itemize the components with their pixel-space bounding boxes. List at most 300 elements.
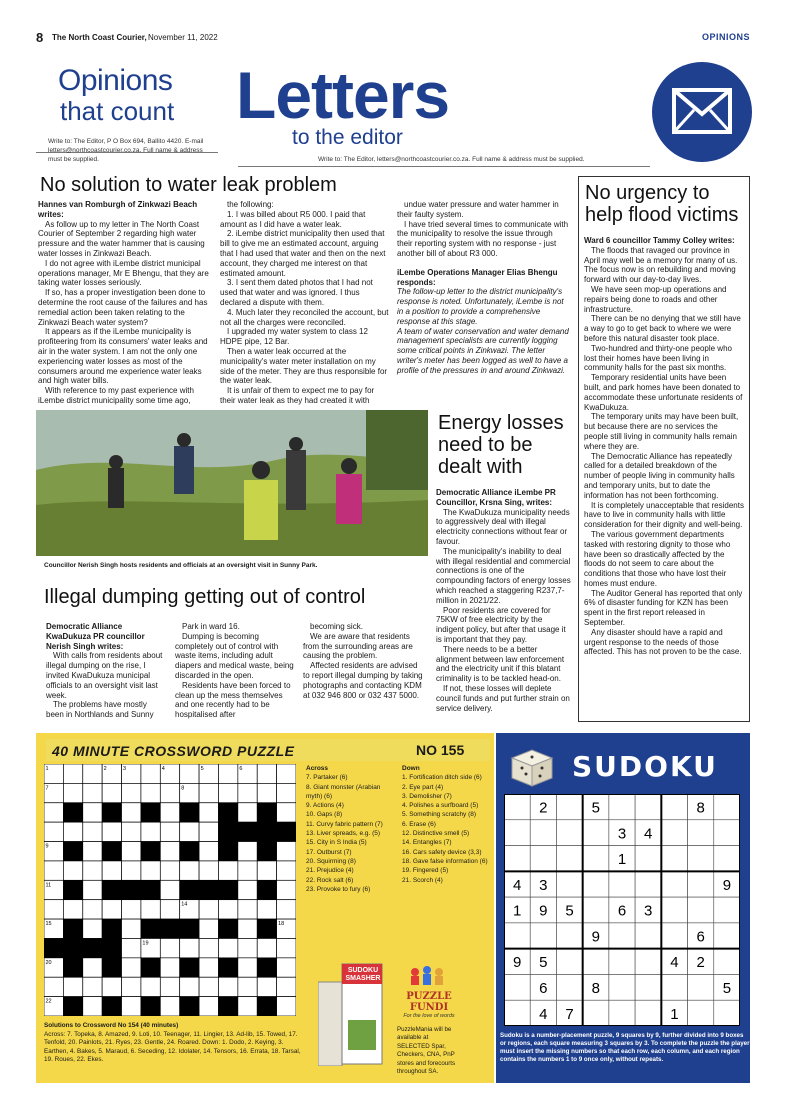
sudoku-given: 1 bbox=[617, 851, 627, 869]
crossword-black-cell bbox=[63, 803, 82, 822]
paragraph: If not, these losses will deplete council funds and put further strain on service delivery. bbox=[436, 683, 570, 713]
paragraph bbox=[397, 259, 569, 268]
sudoku-given: 9 bbox=[539, 902, 548, 920]
crossword-cell[interactable] bbox=[141, 977, 160, 996]
crossword-cell[interactable] bbox=[83, 997, 102, 1016]
sudoku-given: 4 bbox=[644, 825, 653, 843]
sudoku-given: 3 bbox=[539, 876, 548, 894]
crossword-black-cell bbox=[102, 958, 121, 977]
sudoku-cell[interactable] bbox=[635, 846, 661, 872]
clue-down: 19. Fingered (5) bbox=[402, 867, 449, 875]
clue-across: 17. Outburst (7) bbox=[306, 848, 352, 856]
clue-across: 15. City in S India (5) bbox=[306, 839, 367, 847]
crossword-cell[interactable] bbox=[83, 900, 102, 919]
crossword-title-text: 40 MINUTE CROSSWORD PUZZLE bbox=[52, 743, 295, 759]
sudoku-cell[interactable] bbox=[530, 846, 556, 872]
crossword-cell[interactable] bbox=[277, 880, 296, 899]
crossword-cell[interactable] bbox=[238, 938, 257, 957]
paragraph: I upgraded my water system to class 12 HDPE pipe, 12 Bar. bbox=[220, 327, 368, 347]
crossword-black-cell bbox=[141, 880, 160, 899]
sudoku-cell[interactable] bbox=[583, 846, 609, 872]
sudoku-cell[interactable] bbox=[635, 949, 661, 975]
crossword-cell[interactable] bbox=[44, 822, 63, 841]
clue-down: 21. Scorch (4) bbox=[402, 876, 443, 884]
clue-across: 21. Prejudice (4) bbox=[306, 867, 354, 875]
crossword-cell[interactable] bbox=[160, 977, 179, 996]
paragraph: We have seen mop-up operations and repairs being done to roads and other infrastructure. bbox=[584, 284, 727, 314]
sudoku-cell[interactable] bbox=[635, 974, 661, 1000]
paragraph: Dumping is becoming completely out of control with waste items, including adult diapers and medical waste, being discarded in the open. bbox=[175, 631, 294, 680]
crossword-black-cell bbox=[180, 958, 199, 977]
crossword-black-cell bbox=[180, 803, 199, 822]
clue-number: 14 bbox=[181, 901, 188, 908]
crossword-black-cell bbox=[218, 842, 237, 861]
clue-number: 13 bbox=[200, 882, 207, 889]
sudoku-cell[interactable] bbox=[583, 949, 609, 975]
crossword-cell[interactable] bbox=[277, 783, 296, 802]
sudoku-given: 3 bbox=[617, 825, 627, 843]
crossword-cell[interactable] bbox=[122, 958, 141, 977]
crossword-cell[interactable] bbox=[160, 958, 179, 977]
paragraph: If so, has a proper investigation been done to determine the root cause of the failures and has remedial action been taken relating to the Zinkwazi Beach water system? bbox=[38, 288, 208, 327]
crossword-cell[interactable] bbox=[218, 977, 237, 996]
clue-number: 19 bbox=[142, 940, 149, 947]
crossword-cell[interactable] bbox=[122, 861, 141, 880]
sudoku-cell[interactable] bbox=[661, 923, 687, 949]
solutions-title: Solutions to Crossword No 154 (40 minutes) bbox=[44, 1022, 179, 1029]
clue-down: 14. Entangles (7) bbox=[402, 839, 452, 847]
crossword-black-cell bbox=[83, 938, 102, 957]
crossword-cell[interactable] bbox=[83, 783, 102, 802]
paragraph: Poor residents are covered for 75KW of free electricity by the indigent policy, but after that usage it is important that they pay. bbox=[436, 605, 566, 644]
crossword-cell[interactable] bbox=[160, 900, 179, 919]
crossword-cell[interactable] bbox=[122, 783, 141, 802]
sudoku-smasher-title: SUDOKU SMASHER bbox=[345, 967, 381, 982]
crossword-black-cell bbox=[141, 803, 160, 822]
crossword-cell[interactable] bbox=[122, 997, 141, 1016]
clue-number: 11 bbox=[45, 882, 52, 889]
crossword-cell[interactable] bbox=[44, 861, 63, 880]
sudoku-grid[interactable] bbox=[504, 794, 740, 1026]
crossword-cell[interactable] bbox=[44, 803, 63, 822]
crossword-black-cell bbox=[102, 803, 121, 822]
crossword-cell[interactable] bbox=[63, 764, 82, 783]
clue-across: 20. Squirming (8) bbox=[306, 857, 356, 865]
crossword-cell[interactable] bbox=[122, 938, 141, 957]
article-column bbox=[46, 622, 166, 720]
sudoku-cell[interactable] bbox=[688, 974, 714, 1000]
opinions-title: Opinions bbox=[58, 64, 173, 97]
clue-number: 7 bbox=[45, 785, 49, 792]
crossword-cell[interactable] bbox=[83, 977, 102, 996]
sudoku-cell[interactable] bbox=[661, 820, 687, 846]
crossword-cell[interactable] bbox=[238, 803, 257, 822]
crossword-black-cell bbox=[141, 958, 160, 977]
crossword-cell[interactable] bbox=[199, 977, 218, 996]
crossword-cell[interactable] bbox=[160, 842, 179, 861]
crossword-cell[interactable] bbox=[83, 958, 102, 977]
sudoku-cell[interactable] bbox=[504, 820, 530, 846]
crossword-black-cell bbox=[63, 997, 82, 1016]
sudoku-given: 5 bbox=[722, 980, 732, 998]
crossword-cell[interactable] bbox=[257, 783, 276, 802]
sudoku-cell[interactable] bbox=[556, 871, 582, 897]
crossword-cell[interactable] bbox=[160, 880, 179, 899]
sudoku-cell[interactable] bbox=[609, 1000, 635, 1026]
crossword-cell[interactable] bbox=[238, 977, 257, 996]
crossword-cell[interactable] bbox=[238, 880, 257, 899]
crossword-number: NO 155 bbox=[416, 742, 465, 758]
crossword-cell[interactable] bbox=[160, 997, 179, 1016]
sudoku-cell[interactable] bbox=[556, 794, 582, 820]
crossword-cell[interactable] bbox=[180, 938, 199, 957]
clue-down: 1. Fortification ditch side (6) bbox=[402, 774, 482, 782]
issue-date: November 11, 2022 bbox=[148, 33, 218, 42]
puzzlemania-note: PuzzleMania will be available at SELECTED Spar, Checkers, CNA, PnP stores and forecourts throughout SA. bbox=[397, 1026, 456, 1076]
article-column bbox=[436, 488, 572, 713]
crossword-cell[interactable] bbox=[160, 783, 179, 802]
crossword-cell[interactable] bbox=[238, 997, 257, 1016]
page-number: 8 bbox=[36, 30, 44, 45]
crossword-black-cell bbox=[218, 880, 237, 899]
sudoku-cell[interactable] bbox=[609, 923, 635, 949]
sudoku-cell[interactable] bbox=[661, 897, 687, 923]
crossword-black-cell bbox=[102, 919, 121, 938]
crossword-cell[interactable] bbox=[277, 842, 296, 861]
sudoku-cell[interactable] bbox=[504, 1000, 530, 1026]
sudoku-cell[interactable] bbox=[556, 974, 582, 1000]
clue-down: 3. Demolisher (7) bbox=[402, 792, 452, 800]
paragraph: The Democratic Alliance has repeatedly called for a detailed breakdown of the number of people living in community halls and temporary units, but to date the information has not been forthcoming. bbox=[584, 451, 735, 500]
paragraph: The floods that ravaged our province in April may well be a memory for many of us. The focus now is on rebuilding and moving forward with our day-to-day lives. bbox=[584, 245, 738, 285]
article-headline: No solution to water leak problem bbox=[40, 174, 337, 196]
crossword-black-cell bbox=[63, 938, 82, 957]
crossword-cell[interactable] bbox=[141, 822, 160, 841]
sudoku-cell[interactable] bbox=[661, 846, 687, 872]
sudoku-cell[interactable] bbox=[714, 923, 740, 949]
paragraph: The KwaDukuza municipality needs to aggressively deal with illegal electricity connections without fear or favour. bbox=[436, 507, 570, 546]
sudoku-cell[interactable] bbox=[504, 923, 530, 949]
crossword-cell[interactable] bbox=[238, 900, 257, 919]
crossword-cell[interactable] bbox=[102, 822, 121, 841]
sudoku-cell[interactable] bbox=[661, 794, 687, 820]
sudoku-cell[interactable] bbox=[583, 820, 609, 846]
crossword-cell[interactable] bbox=[83, 822, 102, 841]
sudoku-given: 4 bbox=[670, 954, 679, 972]
sudoku-cell[interactable] bbox=[609, 974, 635, 1000]
clue-across: 23. Provoke to fury (6) bbox=[306, 885, 371, 893]
crossword-solutions bbox=[44, 1022, 304, 1065]
crossword-black-cell bbox=[218, 803, 237, 822]
crossword-cell[interactable] bbox=[199, 783, 218, 802]
crossword-cell[interactable] bbox=[238, 958, 257, 977]
sudoku-cell[interactable] bbox=[583, 871, 609, 897]
crossword-cell[interactable] bbox=[141, 764, 160, 783]
paragraph: It appears as if the iLembe municipality is profiteering from its consumers' water leaks and air in the water system. I am not the only one experiencing water losses as most of the consumers around me experience water leaks and high water bills. bbox=[38, 327, 208, 386]
clue-number: 15 bbox=[45, 921, 52, 928]
paragraph: Temporary residential units have been built, and park homes have been donated to accommodate these unfortunate residents of KwaDukuza. bbox=[584, 373, 743, 412]
sudoku-cell[interactable] bbox=[530, 923, 556, 949]
clue-across: 10. Gaps (8) bbox=[306, 811, 343, 819]
clue-number: 16 bbox=[64, 921, 72, 928]
sudoku-given: 5 bbox=[591, 799, 600, 817]
sudoku-given: 1 bbox=[512, 902, 522, 920]
sudoku-cell[interactable] bbox=[688, 871, 714, 897]
crossword-cell[interactable] bbox=[257, 900, 276, 919]
sudoku-cell[interactable] bbox=[583, 897, 609, 923]
crossword-cell[interactable] bbox=[102, 977, 121, 996]
sudoku-cell[interactable] bbox=[635, 871, 661, 897]
paragraph: 4. Much later they reconciled the account, but not all the charges were reconciled. bbox=[220, 307, 389, 327]
crossword-cell[interactable] bbox=[277, 900, 296, 919]
crossword-black-cell bbox=[218, 997, 237, 1016]
sudoku-cell[interactable] bbox=[556, 846, 582, 872]
crossword-cell[interactable] bbox=[199, 958, 218, 977]
paragraph: Then a water leak occurred at the municipality's water meter installation on my side of the meter. They are thus responsible for the water leak. bbox=[220, 346, 388, 386]
crossword-cell[interactable] bbox=[199, 938, 218, 957]
crossword-cell[interactable] bbox=[122, 919, 141, 938]
sudoku-cell[interactable] bbox=[635, 923, 661, 949]
paragraph: the following: bbox=[227, 200, 274, 209]
sudoku-cell[interactable] bbox=[609, 949, 635, 975]
byline: iLembe Operations Manager Elias Bhengu responds: bbox=[397, 267, 558, 287]
sudoku-cell[interactable] bbox=[688, 1000, 714, 1026]
puzzle-fundi-logo bbox=[398, 964, 460, 1030]
sudoku-cell[interactable] bbox=[714, 897, 740, 923]
crossword-cell[interactable] bbox=[160, 822, 179, 841]
clue-number: 21 bbox=[219, 959, 227, 966]
dice-icon bbox=[504, 744, 560, 788]
sudoku-cell[interactable] bbox=[714, 1000, 740, 1026]
crossword-cell[interactable] bbox=[122, 822, 141, 841]
solutions-text: Across: 7. Topeka, 8. Amazed, 9. Loti, 10. Teenager, 11. Lingier, 13. Ad-lib, 15. Towed, 17. Tenfold, 20. Painlots, 21. Ryes, 23. Gentle, 24. Roared. Down: 1. Dodo, 2. Keying, 3. Earthen, 4. Bakes, 5. Maraud, 6. Seceding, 12. Idolater, 14. Tensors, 16. Errata, 18. Tarsal, 19. Roues, 22. Ekes. bbox=[44, 1030, 301, 1064]
crossword-cell[interactable] bbox=[122, 900, 141, 919]
crossword-cell[interactable] bbox=[83, 764, 102, 783]
crossword-cell[interactable] bbox=[218, 938, 237, 957]
sudoku-given: 6 bbox=[539, 980, 548, 998]
sudoku-cell[interactable] bbox=[583, 1000, 609, 1026]
crossword-cell[interactable] bbox=[277, 861, 296, 880]
sudoku-cell[interactable] bbox=[556, 923, 582, 949]
clue-across: 11. Curvy fabric pattern (7) bbox=[306, 820, 383, 828]
crossword-cell[interactable] bbox=[102, 783, 121, 802]
crossword-cell[interactable] bbox=[199, 803, 218, 822]
sudoku-cell[interactable] bbox=[504, 794, 530, 820]
crossword-cell[interactable] bbox=[218, 783, 237, 802]
sudoku-given: 7 bbox=[565, 1005, 574, 1023]
sudoku-cell[interactable] bbox=[609, 871, 635, 897]
clue-across: 9. Actions (4) bbox=[306, 802, 344, 810]
crossword-cell[interactable] bbox=[199, 997, 218, 1016]
crossword-cell[interactable] bbox=[180, 764, 199, 783]
crossword-cell[interactable] bbox=[238, 919, 257, 938]
crossword-cell[interactable] bbox=[238, 842, 257, 861]
clue-across: 8. Giant monster (Arabian myth) (6) bbox=[306, 783, 381, 800]
crossword-cell[interactable] bbox=[63, 783, 82, 802]
crossword-cell[interactable] bbox=[83, 803, 102, 822]
crossword-cell[interactable] bbox=[199, 919, 218, 938]
crossword-cell[interactable] bbox=[277, 958, 296, 977]
crossword-cell[interactable] bbox=[160, 938, 179, 957]
sudoku-cell[interactable] bbox=[688, 846, 714, 872]
crossword-black-cell bbox=[180, 919, 199, 938]
paragraph: The follow-up letter to the district municipality's response is noted. Unfortunately, iLembe is not in a position to provide a comprehensive response at this stage. bbox=[397, 287, 564, 326]
clue-number: 1 bbox=[45, 766, 49, 772]
crossword-black-cell bbox=[180, 842, 199, 861]
paragraph: It is completely unacceptable that residents have to live in community halls with little consideration for their dignity and well-being. bbox=[584, 500, 744, 530]
sudoku-given: 4 bbox=[512, 876, 522, 894]
article-column bbox=[397, 200, 569, 376]
crossword-cell[interactable] bbox=[180, 977, 199, 996]
crossword-cell[interactable] bbox=[180, 822, 199, 841]
crossword-cell[interactable] bbox=[160, 803, 179, 822]
crossword-cell[interactable] bbox=[160, 861, 179, 880]
article-column bbox=[38, 200, 212, 406]
clue-across: 13. Liver spreads, e.g. (5) bbox=[306, 830, 381, 838]
clue-number: 6 bbox=[239, 766, 243, 772]
crossword-black-cell bbox=[63, 958, 82, 977]
crossword-cell[interactable] bbox=[122, 803, 141, 822]
crossword-cell[interactable] bbox=[63, 977, 82, 996]
crossword-cell[interactable] bbox=[218, 861, 237, 880]
clue-number: 9 bbox=[45, 843, 49, 850]
sudoku-given: 5 bbox=[565, 902, 574, 920]
crossword-black-cell bbox=[218, 919, 237, 938]
crossword-cell[interactable] bbox=[63, 822, 82, 841]
letters-subtitle: to the editor bbox=[292, 126, 403, 149]
sudoku-cell[interactable] bbox=[609, 794, 635, 820]
crossword-cell[interactable] bbox=[277, 977, 296, 996]
sidebar-headline: No urgency to help flood victims bbox=[585, 182, 739, 226]
crossword-cell[interactable] bbox=[257, 764, 276, 783]
crossword-cell[interactable] bbox=[218, 900, 237, 919]
crossword-cell[interactable] bbox=[122, 842, 141, 861]
crossword-cell[interactable] bbox=[277, 764, 296, 783]
sudoku-given: 2 bbox=[696, 954, 705, 972]
crossword-cell[interactable] bbox=[238, 861, 257, 880]
crossword-cell[interactable] bbox=[122, 977, 141, 996]
sudoku-cell[interactable] bbox=[714, 820, 740, 846]
crossword-cell[interactable] bbox=[83, 880, 102, 899]
crossword-cell[interactable] bbox=[180, 861, 199, 880]
crossword-cell[interactable] bbox=[102, 861, 121, 880]
letters-contact-note: Write to: The Editor, letters@northcoastcourier.co.za. Full name & address must be supplied. bbox=[318, 156, 585, 163]
crossword-black-cell bbox=[63, 880, 82, 899]
sudoku-cell[interactable] bbox=[688, 897, 714, 923]
clue-down: 12. Distinctive smell (5) bbox=[402, 830, 470, 838]
clue-number: 23 bbox=[181, 998, 188, 1005]
sudoku-given: 8 bbox=[696, 799, 705, 817]
crossword-cell[interactable] bbox=[218, 764, 237, 783]
article-column bbox=[303, 622, 425, 700]
clue-across: 7. Partaker (6) bbox=[306, 774, 348, 782]
letters-title: Letters bbox=[236, 58, 450, 132]
sudoku-cell[interactable] bbox=[714, 949, 740, 975]
paragraph: With reference to my past experience with iLembe district municipality some time ago, bbox=[38, 386, 194, 405]
crossword-cell[interactable] bbox=[277, 997, 296, 1016]
clue-number: 3 bbox=[123, 766, 127, 772]
crossword-grid[interactable] bbox=[44, 764, 296, 1016]
article-column bbox=[175, 622, 295, 720]
down-heading: Down bbox=[402, 765, 420, 772]
paragraph: The problems have mostly been in Northlands and Sunny bbox=[46, 700, 154, 720]
paragraph: We are aware that residents from the surrounding areas are causing the problem. bbox=[303, 631, 413, 661]
across-heading: Across bbox=[306, 765, 329, 772]
opinions-contact-note: Write to: The Editor, P O Box 694, Ballito 4420. E-mail letters@northcoastcourier.co.za. Full name & address must be supplied. bbox=[48, 138, 204, 163]
paragraph: 1. I was billed about R5 000. I paid that amount as I did have a water leak. bbox=[220, 209, 366, 229]
sudoku-given: 6 bbox=[617, 902, 627, 920]
crossword-cell[interactable] bbox=[199, 822, 218, 841]
sudoku-given: 1 bbox=[670, 1005, 679, 1023]
paragraph: There needs to be a better alignment between law enforcement and the electricity unit if this blatant criminality is to be tackled head-on. bbox=[436, 644, 565, 684]
clue-number: 20 bbox=[45, 959, 52, 966]
puzzle-fundi-title: PUZZLE FUNDI bbox=[406, 991, 452, 1013]
crossword-cell[interactable] bbox=[102, 900, 121, 919]
sudoku-cell[interactable] bbox=[714, 846, 740, 872]
paragraph: Park in ward 16. bbox=[182, 622, 240, 631]
sudoku-cell[interactable] bbox=[635, 1000, 661, 1026]
crossword-cell[interactable] bbox=[257, 977, 276, 996]
clue-down: 4. Polishes a surfboard (5) bbox=[402, 802, 479, 810]
crossword-cell[interactable] bbox=[83, 842, 102, 861]
crossword-cell[interactable] bbox=[257, 938, 276, 957]
sudoku-cell[interactable] bbox=[504, 846, 530, 872]
crossword-cell[interactable] bbox=[141, 861, 160, 880]
crossword-cell[interactable] bbox=[141, 783, 160, 802]
article-headline: Illegal dumping getting out of control bbox=[44, 586, 366, 608]
paragraph: It is unfair of them to expect me to pay for their water leak as they had created it with bbox=[220, 386, 375, 405]
sudoku-cell[interactable] bbox=[688, 820, 714, 846]
paragraph: As follow up to my letter in The North Coast Courier of September 2 regarding high water pressure and the water hammer that is causing water losses in Zinkwazi Beach. bbox=[38, 219, 205, 258]
crossword-cell[interactable] bbox=[238, 783, 257, 802]
crossword-cell[interactable] bbox=[199, 842, 218, 861]
crossword-cell[interactable] bbox=[83, 919, 102, 938]
sudoku-cell[interactable] bbox=[556, 949, 582, 975]
crossword-black-cell bbox=[238, 822, 257, 841]
crossword-black-cell bbox=[257, 822, 276, 841]
byline: Democratic Alliance iLembe PR Councillor, Krsna Sing, writes: bbox=[436, 488, 556, 507]
sudoku-cell[interactable] bbox=[530, 820, 556, 846]
crossword-cell[interactable] bbox=[63, 861, 82, 880]
crossword-cell[interactable] bbox=[199, 861, 218, 880]
sudoku-cell[interactable] bbox=[504, 974, 530, 1000]
crossword-cell[interactable] bbox=[141, 900, 160, 919]
sudoku-cell[interactable] bbox=[556, 820, 582, 846]
crossword-black-cell bbox=[102, 997, 121, 1016]
clue-number: 2 bbox=[103, 766, 107, 772]
crossword-cell[interactable] bbox=[63, 900, 82, 919]
paragraph: becoming sick. bbox=[310, 622, 363, 631]
sudoku-cell[interactable] bbox=[661, 974, 687, 1000]
sudoku-given: 2 bbox=[539, 799, 548, 817]
clue-number: 17 bbox=[161, 921, 168, 928]
sudoku-cell[interactable] bbox=[635, 794, 661, 820]
clue-down: 2. Eye part (4) bbox=[402, 783, 444, 791]
sudoku-cell[interactable] bbox=[714, 794, 740, 820]
down-clues bbox=[402, 773, 492, 885]
byline: Democratic Alliance KwaDukuza PR councillor Nerish Singh writes: bbox=[46, 622, 145, 651]
sudoku-cell[interactable] bbox=[661, 871, 687, 897]
crossword-black-cell bbox=[63, 842, 82, 861]
crossword-cell[interactable] bbox=[199, 900, 218, 919]
crossword-cell[interactable] bbox=[277, 938, 296, 957]
crossword-cell[interactable] bbox=[257, 861, 276, 880]
sudoku-given: 9 bbox=[512, 954, 522, 972]
crossword-cell[interactable] bbox=[277, 803, 296, 822]
crossword-cell[interactable] bbox=[44, 900, 63, 919]
crossword-cell[interactable] bbox=[44, 977, 63, 996]
crossword-cell[interactable] bbox=[83, 861, 102, 880]
